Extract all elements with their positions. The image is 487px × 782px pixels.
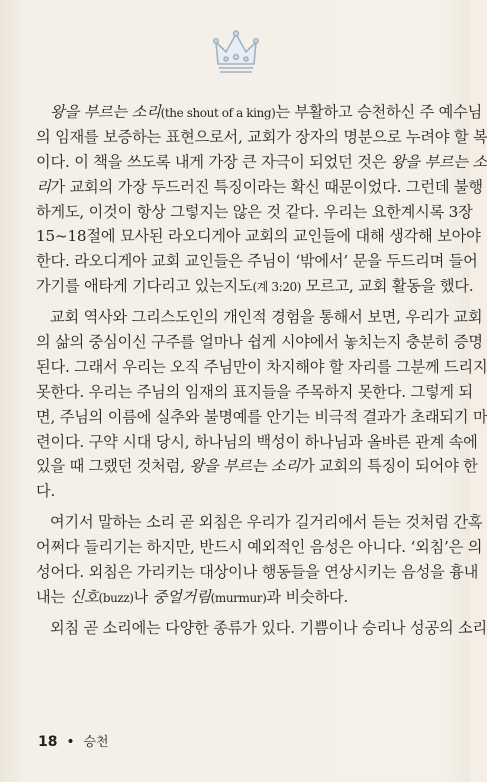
text-run: (buzz) — [98, 590, 134, 605]
crown-icon — [212, 30, 260, 76]
text-run: 면, 주님의 이름에 실추와 불명예를 안기는 비극적 결과가 초래되기 마 — [36, 407, 487, 426]
text-run: 성어다. 외침은 가리키는 대상이나 행동들을 연상시키는 음성을 흉내 — [36, 563, 479, 582]
section-title: 승천 — [83, 735, 109, 750]
text-line — [36, 560, 479, 585]
text-line — [36, 380, 473, 405]
text-run: 못한다. 우리는 주님의 임재의 표지들을 주목하지 못한다. 그렇게 되 — [36, 382, 473, 401]
text-line — [36, 535, 483, 560]
page-footer — [38, 731, 109, 750]
text-run: 가기를 애타게 기다리고 있는지도 — [36, 277, 253, 296]
text-run: 이다. 이 책을 쓰도록 내게 가장 큰 자극이 되었던 것은 — [36, 152, 391, 171]
text-line — [36, 100, 483, 125]
text-line — [36, 454, 478, 479]
text-run: 의 삶의 중심이신 구주를 얼마나 쉽게 시야에서 놓치는지 충분히 증명 — [36, 333, 483, 352]
text-run: 중얼거림 — [152, 587, 211, 606]
text-line — [36, 305, 483, 330]
text-run: 모르고, 교회 활동을 했다. — [301, 277, 474, 296]
body-text — [36, 100, 487, 641]
text-run: 여기서 말하는 소리 곧 외침은 우리가 길거리에서 듣는 것처럼 간혹 — [50, 513, 483, 532]
text-run: 가 교회의 가장 두드러진 특징이라는 확신 때문이었다. 그런데 불행 — [50, 177, 483, 196]
text-run: 하게도, 이것이 항상 그렇지는 않은 것 같다. 우리는 요한계시록 3장 — [36, 202, 473, 221]
text-run: 의 임재를 보증하는 표현으로서, 교회가 장자의 명분으로 누려야 할 복 — [36, 127, 487, 146]
text-run: 어쩌다 들리기는 하지만, 반드시 예외적인 음성은 아니다. ‘외침’은 의 — [36, 538, 483, 557]
text-line — [36, 175, 483, 200]
text-run: 신호 — [69, 587, 99, 606]
text-run: 리 — [36, 177, 51, 196]
text-run: (murmur) — [210, 590, 267, 605]
text-line — [36, 224, 481, 249]
text-run: 왕을 부르는 소리 — [189, 457, 300, 476]
text-run: 왕을 부르는 소 — [390, 152, 487, 171]
text-run: 왕을 부르는 소리 — [50, 103, 161, 121]
text-line — [36, 330, 483, 355]
text-run: 외침 곧 소리에는 다양한 종류가 있다. 기쁨이나 승리나 성공의 소리 — [50, 618, 487, 637]
text-line — [36, 479, 436, 504]
text-line — [36, 430, 478, 455]
text-run: 과 비슷하다. — [266, 587, 349, 606]
text-run: 내는 — [36, 587, 70, 606]
text-run: 다. — [36, 482, 56, 501]
text-run: 된다. 그래서 우리는 오직 주님만이 차지해야 할 자리를 그분께 드리지 — [36, 357, 487, 376]
text-line — [36, 249, 478, 274]
text-run: 교회 역사와 그리스도인의 개인적 경험을 통해서 보면, 우리가 교회 — [50, 308, 483, 327]
text-line — [36, 510, 483, 535]
text-line — [36, 616, 487, 641]
text-line — [36, 274, 474, 299]
text-line — [36, 150, 487, 175]
text-run: 나 — [133, 587, 153, 606]
text-line — [36, 200, 473, 225]
text-line — [36, 125, 487, 150]
footer-separator: • — [66, 734, 75, 750]
text-line — [36, 355, 487, 380]
text-run: 있을 때 그랬던 것처럼, — [36, 457, 190, 476]
text-run: 련이다. 구약 시대 당시, 하나님의 백성이 하나님과 올바른 관계 속에 — [36, 432, 478, 451]
text-line — [36, 585, 436, 610]
text-run: (계 3:20) — [252, 280, 302, 295]
page-number: 18 — [38, 734, 58, 750]
text-run: 가 교회의 특징이 되어야 한 — [299, 457, 478, 476]
text-run: 한다. 라오디게아 교회 교인들은 주님이 ‘밖에서’ 문을 두드리며 들어 — [36, 252, 478, 271]
text-run: 15~18절에 묘사된 라오디게아 교회의 교인들에 대해 생각해 보아야 — [36, 227, 481, 246]
text-line — [36, 405, 487, 430]
text-run: 는 부활하고 승천하신 주 예수님 — [275, 103, 483, 121]
text-run: (the shout of a king) — [160, 106, 276, 120]
